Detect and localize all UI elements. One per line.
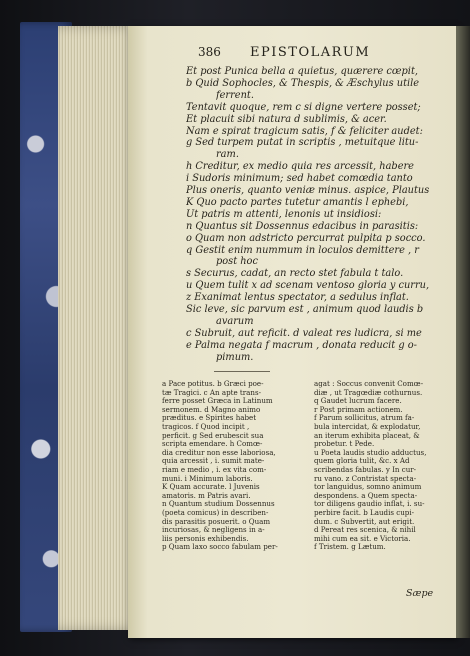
verse-line: Sic leve, sic parvum est , animum quod laudis b (186, 304, 424, 315)
verse-line: ram. (216, 149, 239, 161)
footnote-line: diæ , ut Tragœdiæ cothurnus. (314, 387, 423, 397)
verse-line: post hoc (216, 256, 258, 268)
page-edges (58, 26, 138, 630)
footnote-line: f Tristem. g Lætum. (314, 542, 386, 552)
running-header (198, 45, 438, 65)
verse-line: g Sed turpem putat in scriptis , metuitque litu- (186, 137, 419, 149)
verse-line: Tentavit quoque, rem c si digne vertere posset; (186, 101, 421, 113)
footnotes (162, 379, 454, 555)
footnote-line: sermonem. d Magno animo (162, 404, 261, 414)
footnote-line: quia arcessit , i. sumit mate- (162, 456, 265, 466)
footnote-line: f Parum sollicitus, atrum fa- (314, 413, 415, 423)
footnote-line: n Quantum studium Dossennus (162, 499, 275, 509)
footnote-line: ferre posset Græca in Latinum (162, 396, 273, 406)
footnote-line: riam e medio , i. ex vita com- (162, 465, 267, 474)
footnote-line: (poeta comicus) in describen- (162, 508, 269, 517)
verse-line: n Quantus sit Dossennus edacibus in parasitis: (186, 220, 419, 232)
footnotes-right-column (314, 379, 454, 555)
verse-line: i Sudoris minimum; sed habet comœdia tanto (186, 173, 413, 185)
footnote-line: p Quam laxo socco fabulam per- (162, 542, 278, 552)
verse-line: Et placuit sibi natura d sublimis, & acer. (186, 113, 387, 125)
facing-page-edge (456, 26, 470, 638)
running-title: EPISTOLARUM (250, 45, 371, 60)
footnotes-left-column (162, 379, 302, 555)
verse-line: h Creditur, ex medio quia res arcessit, habere (186, 161, 414, 173)
verse-line: Et post Punica bella a quietus, quærere cœpit, (186, 66, 418, 77)
footnote-line: q Gaudet lucrum facere. (314, 396, 402, 406)
footnote-line: mihi cum ea sit. e Victoria. (314, 533, 411, 543)
footnote-line: agat : Soccus convenit Comœ- (314, 379, 424, 388)
verse-line: K Quo pacto partes tutetur amantis l ephebi, (186, 196, 409, 208)
footnote-line: tor languidus, somno animum (314, 482, 422, 492)
verse-line: avarum (216, 315, 254, 327)
verse-line: s Securus, cadat, an recto stet fabula t talo. (186, 268, 404, 280)
footnote-line: scripta emendare. h Comœ- (162, 439, 263, 449)
footnote-line: tor diligens gaudio inflat, i. su- (314, 499, 425, 509)
verse-line: Ut patris m attenti, lenonis ut insidiosi: (186, 208, 382, 220)
footnote-line: d Pereat res scenica, & nihil (314, 525, 416, 535)
footnote-line: tæ Tragici. c An apte trans- (162, 387, 262, 397)
verse-line: c Subruit, aut reficit. d valeat res ludicra, si me (186, 327, 422, 339)
footnote-line: u Poeta laudis studio adductus, (314, 447, 427, 457)
footnote-line: tragicos. f Quod incipit , (162, 422, 250, 431)
verse-line: ferrent. (216, 89, 254, 101)
footnote-line: scribendas fabulas. y In cur- (314, 465, 417, 474)
verse-line: Plus oneris, quanto veniæ minus. aspice, Plautus (186, 185, 430, 196)
footnote-line: despondens. a Quem specta- (314, 490, 418, 500)
verse-line: pimum. (216, 351, 254, 363)
footnote-line: dum. c Subvertit, aut erigit. (314, 516, 415, 526)
footnote-line: an iterum exhibita placeat, & (314, 430, 420, 440)
footnote-line: perficit. g Sed erubescit sua (162, 430, 264, 440)
footnote-line: bula intercidat, & explodatur, (314, 422, 421, 431)
footnote-line: muni. i Minimum laboris. (162, 473, 253, 483)
footnote-line: dis parasitis posuerit. o Quam (162, 516, 271, 526)
footnote-line: quem gloria tulit, &c. x Ad (314, 456, 410, 466)
footnote-line: a Pace potitus. b Græci poe- (162, 379, 264, 388)
verse-line: e Palma negata f macrum , donata reducit g o- (186, 339, 417, 351)
footnote-line: perbire facit. b Laudis cupi- (314, 508, 414, 517)
footnote-line: amatoris. m Patris avari. (162, 490, 251, 500)
catchword: Sæpe (406, 588, 434, 599)
footnote-line: r Post primam actionem. (314, 404, 403, 414)
footnote-line: dia creditur non esse laboriosa, (162, 447, 276, 457)
footnote-line: K Quam accurate. l Juvenis (162, 482, 260, 492)
footnote-line: probetur. t Pede. (314, 439, 375, 449)
verse-line: b Quid Sophocles, & Thespis, & Æschylus utile (186, 77, 420, 89)
footnote-line: liis personis exhibendis. (162, 533, 249, 543)
footnote-rule (214, 371, 270, 372)
page-number: 386 (198, 45, 221, 59)
footnote-line: ru vano. z Contristat specta- (314, 473, 417, 483)
verse-line: Nam e spirat tragicum satis, f & feliciter audet: (186, 125, 423, 137)
verse-line: z Exanimat lentus spectator, a sedulus inflat. (186, 292, 409, 304)
verse-line: q Gestit enim nummum in loculos demittere , r (186, 244, 419, 256)
verse-line: o Quam non adstricto percurrat pulpita p socco. (186, 232, 426, 244)
verse-line: u Quem tulit x ad scenam ventoso gloria y curru, (186, 280, 430, 292)
footnote-line: præditus. e Spirites habet (162, 413, 257, 423)
footnote-line: incuriosas, & negligens in a- (162, 525, 265, 535)
